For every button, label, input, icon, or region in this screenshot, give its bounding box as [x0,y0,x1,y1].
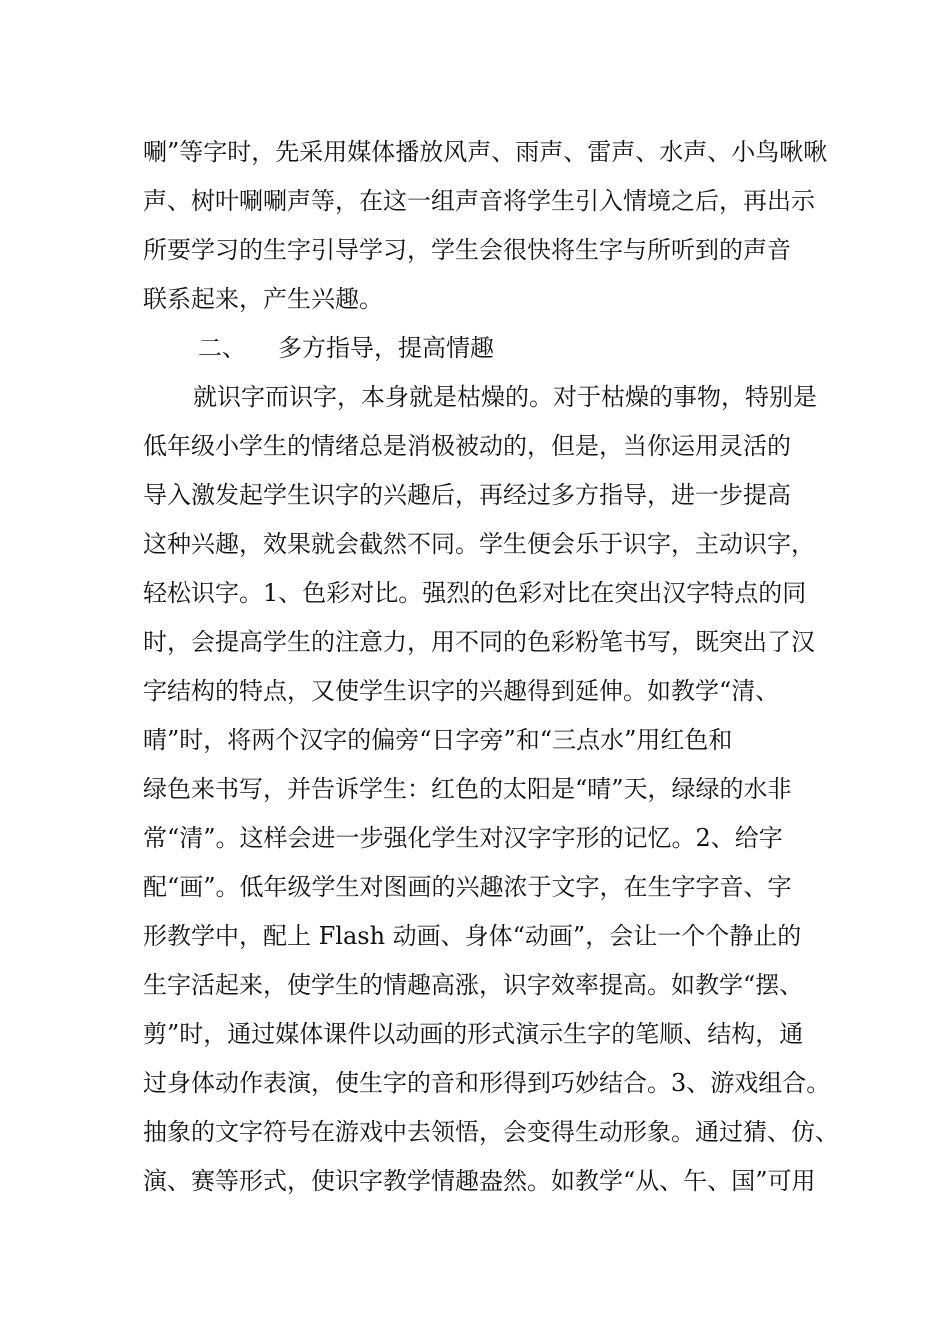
text-line: 低年级小学生的情绪总是消极被动的，但是，当你运用灵活的 [143,432,791,460]
section-heading [198,328,494,368]
section-number: 二、 [198,334,246,362]
text-line: 所要学习的生字引导学习，学生会很快将生字与所听到的声音 [143,236,791,264]
text-line: 就识字而识字，本身就是枯燥的。对于枯燥的事物，特别是 [193,383,817,411]
text-line: 形教学中，配上 Flash 动画、身体“动画”，会让一个个静止的 [143,922,802,950]
text-line: 联系起来，产生兴趣。 [143,285,383,313]
text-line: 常“清”。这样会进一步强化学生对汉字字形的记忆。2、给字 [143,824,783,852]
text-line: 剪”时，通过媒体课件以动画的形式演示生字的笔顺、结构，通 [143,1020,804,1048]
text-line: 这种兴趣，效果就会截然不同。学生便会乐于识字，主动识字， [143,530,815,558]
text-line: 导入激发起学生识字的兴趣后，再经过多方指导，进一步提高 [143,481,791,509]
text-line: 抽象的文字符号在游戏中去领悟，会变得生动形象。通过猜、仿、 [143,1118,839,1146]
text-line: 生字活起来，使学生的情趣高涨，识字效率提高。如教学“摆、 [143,971,804,999]
text-line: 声、树叶唰唰声等，在这一组声音将学生引入情境之后，再出示 [143,187,815,215]
text-line: 过身体动作表演，使生字的音和形得到巧妙结合。3、游戏组合。 [143,1069,831,1097]
text-line: 绿色来书写，并告诉学生：红色的太阳是“晴”天，绿绿的水非 [143,775,792,803]
text-line: 演、赛等形式，使识字教学情趣盎然。如教学“从、午、国”可用 [143,1167,816,1195]
section-title: 多方指导，提高情趣 [278,334,494,362]
text-line: 配“画”。低年级学生对图画的兴趣浓于文字，在生字字音、字 [143,873,792,901]
text-line: 晴”时，将两个汉字的偏旁“日字旁”和“三点水”用红色和 [143,726,733,754]
text-line: 字结构的特点，又使学生识字的兴趣得到延伸。如教学“清、 [143,677,780,705]
text-line: 唰”等字时，先采用媒体播放风声、雨声、雷声、水声、小鸟啾啾 [143,138,828,166]
text-line: 时，会提高学生的注意力，用不同的色彩粉笔书写，既突出了汉 [143,628,815,656]
text-line: 轻松识字。1、色彩对比。强烈的色彩对比在突出汉字特点的同 [143,579,807,607]
